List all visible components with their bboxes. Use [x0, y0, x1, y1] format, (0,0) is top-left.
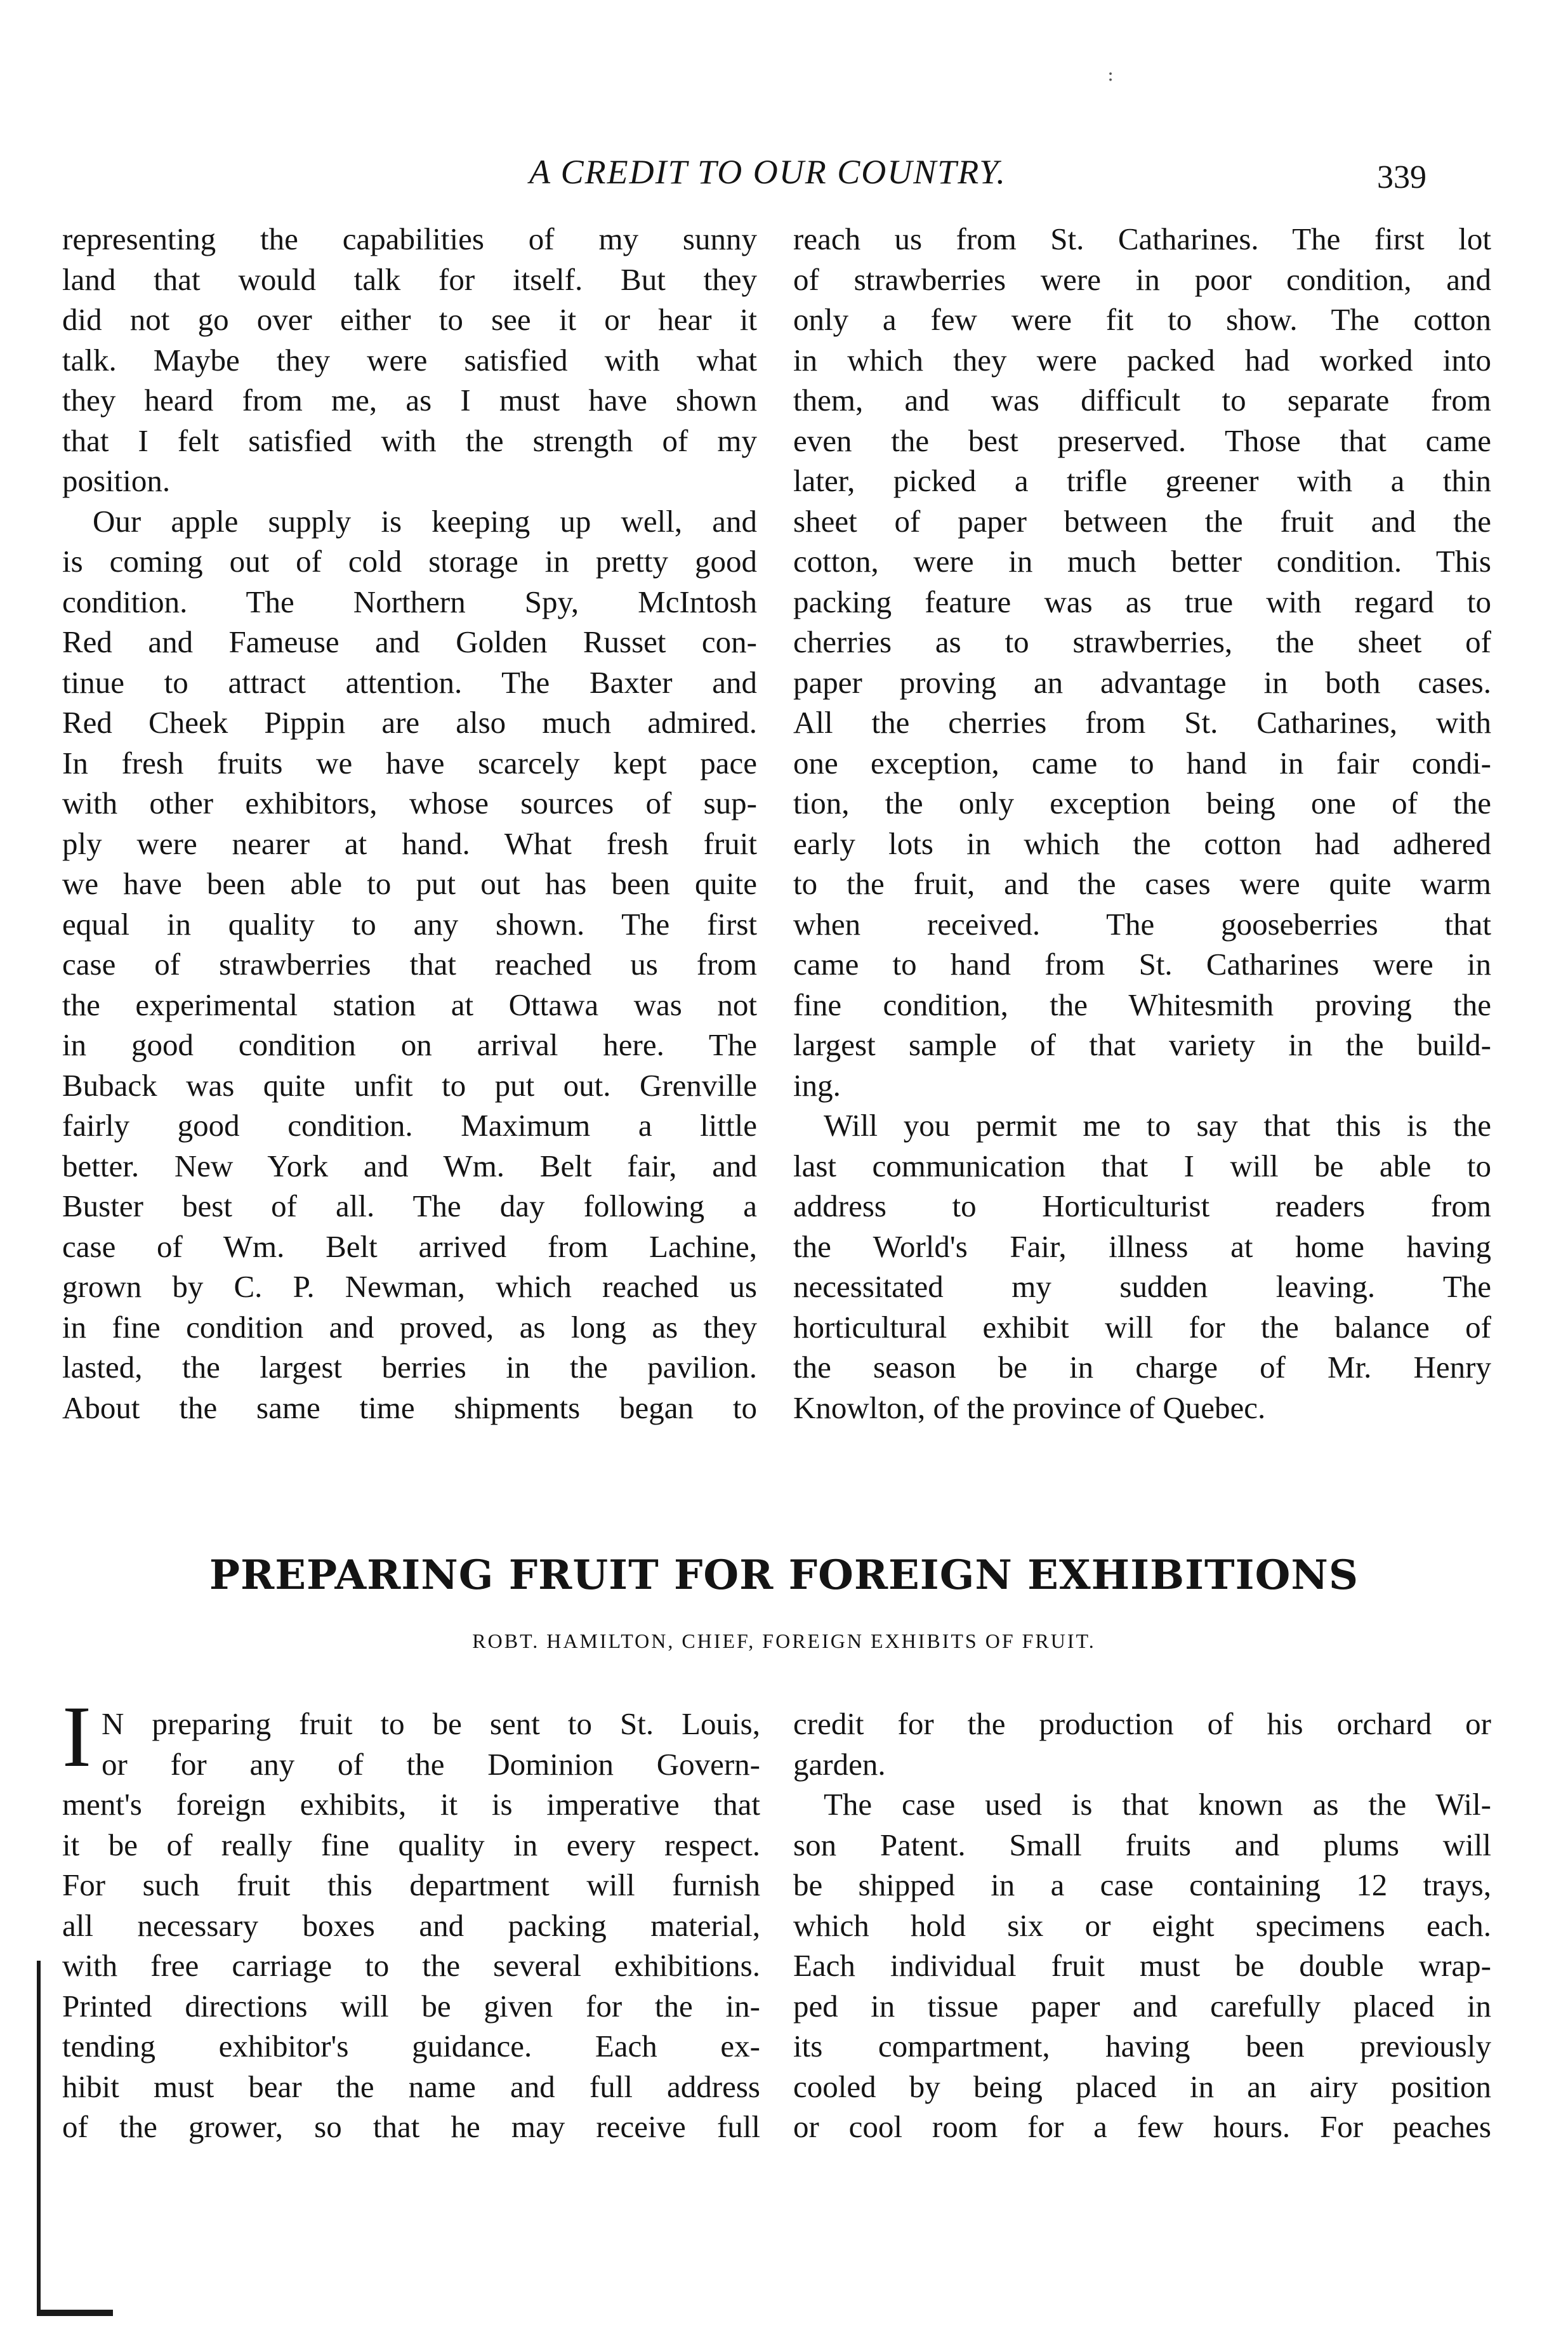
text-line: only a few were fit to show. The cotton	[793, 302, 1491, 337]
bottom-right-column	[793, 1704, 1491, 2147]
text-line: land that would talk for itself. But they	[62, 261, 757, 297]
article-title: PREPARING FRUIT FOR FOREIGN EXHIBITIONS	[209, 1551, 1359, 1599]
page-edge-foot	[37, 2310, 113, 2316]
text-line: ing.	[793, 1067, 841, 1103]
bottom-left-column	[62, 1704, 760, 2147]
text-line: Knowlton, of the province of Quebec.	[793, 1390, 1266, 1425]
text-line: early lots in which the cotton had adhered	[793, 826, 1491, 861]
text-line: ped in tissue paper and carefully placed in	[793, 1988, 1491, 2024]
running-title: A CREDIT TO OUR COUNTRY.	[529, 153, 1006, 191]
text-line: it be of really fine quality in every respect.	[62, 1827, 760, 1862]
text-line: ment's foreign exhibits, it is imperative that	[62, 1787, 760, 1822]
text-line: Will you permit me to say that this is the	[824, 1108, 1491, 1143]
text-line: equal in quality to any shown. The first	[62, 906, 757, 942]
text-line: cotton, were in much better condition. This	[793, 544, 1491, 579]
text-line: with free carriage to the several exhibitions.	[62, 1948, 760, 1983]
text-line: address to Horticulturist readers from	[793, 1188, 1491, 1223]
text-line: fairly good condition. Maximum a little	[62, 1108, 757, 1143]
page-edge-shadow	[37, 1961, 41, 2316]
text-line: lasted, the largest berries in the pavilion.	[62, 1350, 757, 1385]
text-line: About the same time shipments began to	[62, 1390, 757, 1425]
text-line: tinue to attract attention. The Baxter and	[62, 664, 757, 700]
top-right-column	[793, 219, 1491, 1428]
text-line: Red Cheek Pippin are also much admired.	[62, 705, 757, 740]
article-byline: ROBT. HAMILTON, CHIEF, FOREIGN EXHIBITS OF FRUIT.	[472, 1629, 1096, 1652]
text-line: the experimental station at Ottawa was not	[62, 987, 757, 1022]
text-line: its compartment, having been previously	[793, 2029, 1491, 2063]
text-line: The case used is that known as the Wil-	[824, 1787, 1491, 1822]
text-line: fine condition, the Whitesmith proving the	[793, 987, 1491, 1022]
text-line: All the cherries from St. Catharines, with	[793, 705, 1491, 740]
text-line: position.	[62, 463, 171, 498]
top-left-column	[62, 219, 757, 1428]
text-line: better. New York and Wm. Belt fair, and	[62, 1148, 757, 1183]
page-header	[0, 152, 1568, 203]
text-line: in which they were packed had worked into	[793, 342, 1491, 378]
page-speck: :	[1107, 63, 1114, 86]
text-line: with other exhibitors, whose sources of sup-	[62, 786, 757, 820]
text-line: packing feature was as true with regard to	[793, 584, 1491, 619]
text-line: sheet of paper between the fruit and the	[793, 503, 1491, 539]
text-line: all necessary boxes and packing material,	[62, 1907, 760, 1943]
text-line: necessitated my sudden leaving. The	[793, 1269, 1491, 1304]
text-line: In fresh fruits we have scarcely kept pace	[62, 745, 757, 780]
text-line: came to hand from St. Catharines were in	[793, 947, 1491, 982]
text-line: of strawberries were in poor condition, and	[793, 261, 1491, 297]
text-line: talk. Maybe they were satisfied with what	[62, 342, 757, 378]
text-line: case of strawberries that reached us from	[62, 947, 757, 982]
text-line: largest sample of that variety in the build-	[793, 1027, 1491, 1062]
text-line: the World's Fair, illness at home having	[793, 1228, 1491, 1264]
text-line: hibit must bear the name and full address	[62, 2069, 760, 2104]
text-line: ply were nearer at hand. What fresh fruit	[62, 826, 757, 861]
text-line: Each individual fruit must be double wrap-	[793, 1948, 1491, 1983]
text-line: did not go over either to see it or hear it	[62, 302, 757, 337]
text-line: in fine condition and proved, as long as they	[62, 1309, 757, 1345]
text-line: we have been able to put out has been quite	[62, 866, 757, 901]
text-line: of the grower, so that he may receive full	[62, 2109, 760, 2144]
text-line: later, picked a trifle greener with a thin	[793, 463, 1491, 498]
text-line: garden.	[793, 1746, 886, 1782]
text-line: or cool room for a few hours. For peaches	[793, 2109, 1491, 2144]
text-line: is coming out of cold storage in pretty good	[62, 544, 757, 579]
text-line: be shipped in a case containing 12 trays,	[793, 1867, 1491, 1902]
text-line: cherries as to strawberries, the sheet of	[793, 624, 1491, 659]
text-line: cooled by being placed in an airy position	[793, 2069, 1491, 2104]
text-line: in good condition on arrival here. The	[62, 1027, 757, 1062]
text-line: paper proving an advantage in both cases.	[793, 664, 1491, 700]
text-line: they heard from me, as I must have shown	[62, 383, 757, 418]
text-line: the season be in charge of Mr. Henry	[793, 1350, 1491, 1385]
text-line: For such fruit this department will furnish	[62, 1867, 760, 1902]
text-line: Printed directions will be given for the in-	[62, 1988, 760, 2024]
text-line: N preparing fruit to be sent to St. Louis,	[102, 1706, 760, 1741]
text-line: which hold six or eight specimens each.	[793, 1907, 1491, 1943]
text-line: reach us from St. Catharines. The first lot	[793, 221, 1491, 256]
drop-cap: I	[62, 1688, 91, 1785]
text-line: them, and was difficult to separate from	[793, 383, 1491, 418]
text-line: condition. The Northern Spy, McIntosh	[62, 584, 757, 619]
text-line: that I felt satisfied with the strength of my	[62, 423, 757, 458]
text-line: or for any of the Dominion Govern-	[102, 1746, 760, 1782]
text-line: one exception, came to hand in fair condi-	[793, 745, 1491, 780]
text-line: even the best preserved. Those that came	[793, 423, 1491, 458]
text-line: to the fruit, and the cases were quite warm	[793, 866, 1491, 901]
page-number: 339	[1377, 159, 1426, 195]
text-line: representing the capabilities of my sunny	[62, 221, 757, 256]
text-line: son Patent. Small fruits and plums will	[793, 1827, 1491, 1862]
text-line: last communication that I will be able to	[793, 1148, 1491, 1183]
text-line: case of Wm. Belt arrived from Lachine,	[62, 1228, 757, 1264]
text-line: tion, the only exception being one of the	[793, 786, 1491, 820]
text-line: Buster best of all. The day following a	[62, 1188, 757, 1223]
text-line: horticultural exhibit will for the balance of	[793, 1309, 1491, 1345]
text-line: Buback was quite unfit to put out. Grenville	[62, 1067, 757, 1103]
text-line: credit for the production of his orchard or	[793, 1706, 1491, 1741]
text-line: when received. The gooseberries that	[793, 906, 1491, 942]
text-line: Red and Fameuse and Golden Russet con-	[62, 624, 757, 659]
text-line: Our apple supply is keeping up well, and	[93, 503, 757, 539]
text-line: grown by C. P. Newman, which reached us	[62, 1269, 757, 1304]
text-line: tending exhibitor's guidance. Each ex-	[62, 2029, 760, 2063]
